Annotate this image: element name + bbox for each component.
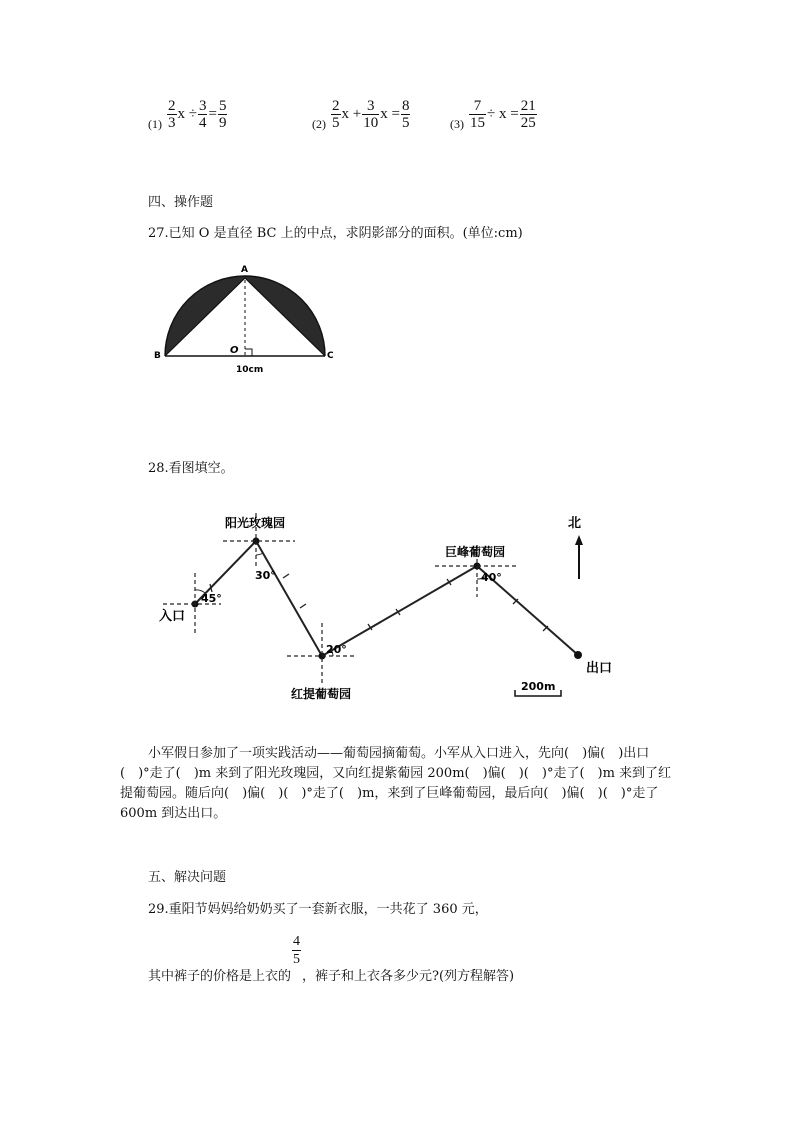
question-29-line1: 29.重阳节妈妈给奶奶买了一套新衣服，一共花了 360 元， [148, 902, 488, 917]
angle-rose: 30° [255, 569, 276, 582]
fraction: $\frac{2}{3}$ [168, 98, 176, 131]
label-a: A [241, 265, 248, 275]
equation-index: (2) [312, 116, 326, 131]
operator: x ÷ [177, 105, 197, 122]
label-entrance: 入口 [159, 609, 186, 624]
semicircle-figure [150, 262, 340, 377]
north-label: 北 [568, 516, 582, 531]
exit-point [574, 651, 582, 659]
dimension-label: 10cm [236, 365, 264, 375]
fraction: $\frac{7}{15}$ [470, 98, 485, 131]
question-29-text-pre: 其中裤子的价格是上衣的 [148, 969, 292, 984]
question-28-paragraph: 小军假日参加了一项实践活动——葡萄园摘葡萄。小军从入口进入，先向( )偏( )出口 ( )°走了( )m 来到了阳光玫瑰园，又向红提紫葡园 200m( )偏( )( )°走了( )m 来到了红提葡萄园。随后向( )偏( )( )°走了( )m，来到了巨峰葡萄园，最后向( )偏( )( )°走了 600m 到达出口。 [120, 746, 672, 821]
route-map [155, 505, 625, 705]
operator: = [208, 105, 217, 122]
question-29-line2 [148, 933, 515, 984]
angle-entrance: 45° [201, 592, 222, 605]
section-4-title: 四、操作题 [148, 195, 214, 210]
fraction: $\frac{21}{25}$ [520, 98, 536, 131]
fraction: $\frac{5}{9}$ [218, 98, 227, 131]
label-red-grape-garden: 红提葡萄园 [291, 687, 352, 701]
operator: x = [380, 105, 400, 122]
equation-2 [312, 98, 411, 132]
operator: ÷ x = [487, 105, 519, 122]
fraction: $\frac{2}{5}$ [332, 98, 340, 131]
label-o: O [230, 345, 239, 356]
fraction: $\frac{3}{10}$ [363, 98, 379, 131]
scale-label: 200m [521, 680, 556, 693]
label-b: B [154, 351, 161, 361]
question-27-text: 27.已知 O 是直径 BC 上的中点，求阴影部分的面积。(单位:cm) [148, 226, 523, 241]
equation-3 [450, 98, 538, 132]
equation-index: (1) [148, 116, 162, 131]
fraction: $\frac{3}{4}$ [198, 98, 207, 131]
operator: x + [341, 105, 362, 122]
label-exit: 出口 [586, 661, 613, 676]
question-29-fraction: $\frac{4}{5}$ [293, 934, 301, 967]
angle-kyoho: 40° [481, 571, 502, 584]
label-kyoho-garden: 巨峰葡萄园 [445, 545, 506, 559]
angle-red: 20° [326, 643, 347, 656]
label-c: C [327, 351, 334, 361]
fraction: $\frac{8}{5}$ [401, 98, 410, 131]
route-line [195, 541, 578, 656]
label-rose-garden: 阳光玫瑰园 [225, 516, 286, 530]
right-angle-mark [245, 349, 252, 356]
angle-arc-rose [256, 553, 263, 555]
section-5-title: 五、解决问题 [148, 870, 227, 885]
north-arrowhead-icon [575, 535, 583, 545]
equation-index: (3) [450, 116, 464, 131]
question-28-text: 28.看图填空。 [148, 461, 234, 476]
equation-1 [148, 98, 228, 132]
question-29-text-post: ，裤子和上衣各多少元?(列方程解答) [302, 969, 515, 984]
